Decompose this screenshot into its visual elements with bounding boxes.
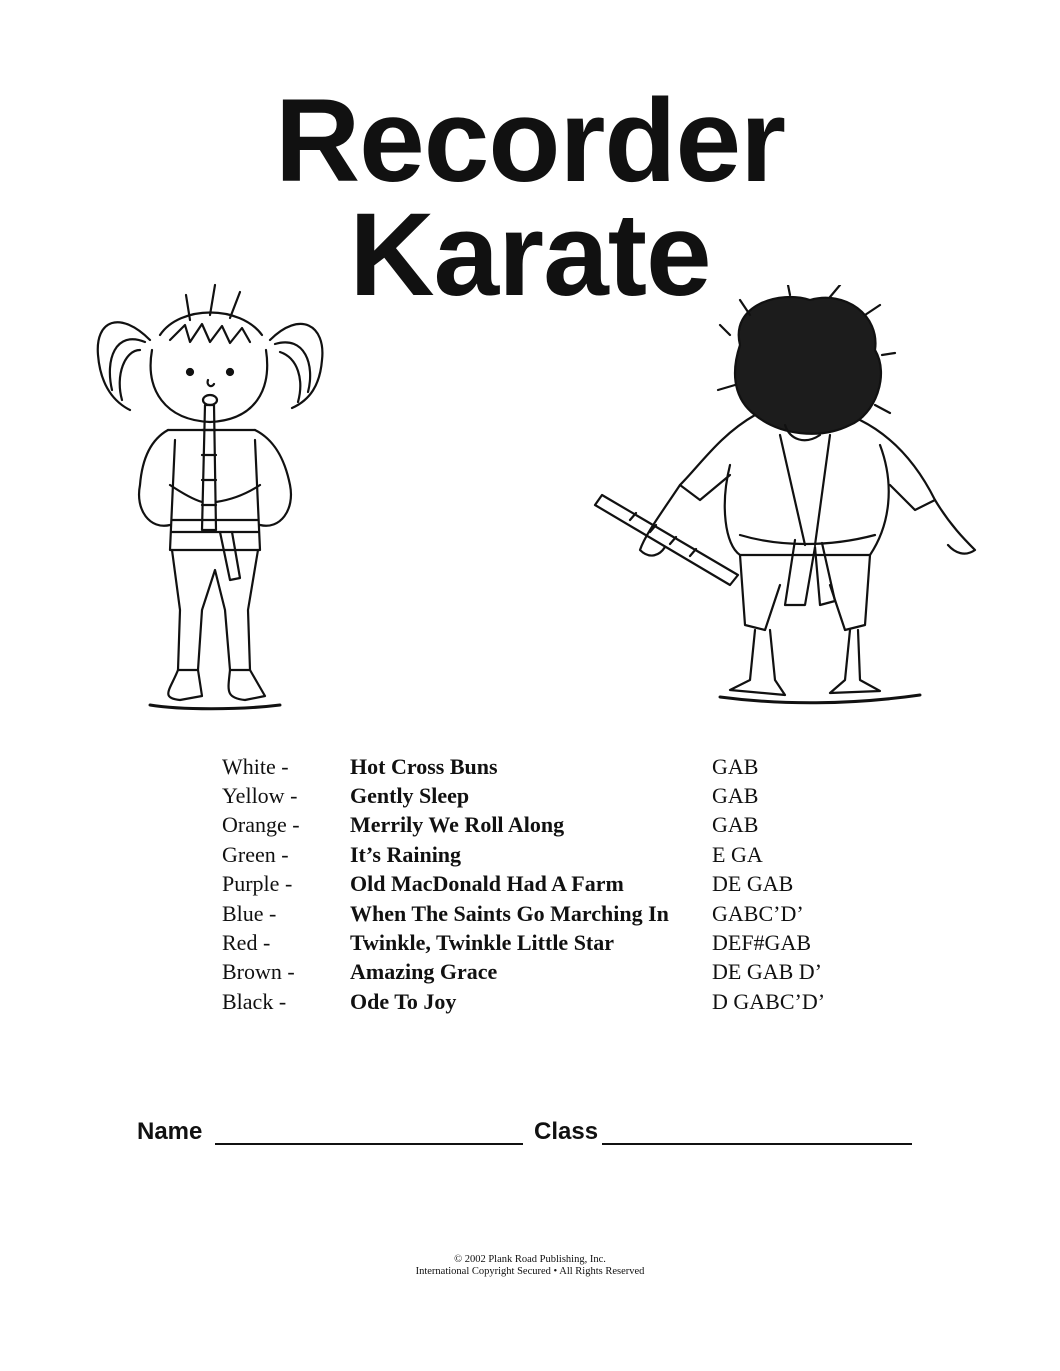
song-title: Ode To Joy: [350, 988, 457, 1014]
belt-song-table: [214, 752, 825, 1017]
table-row: [214, 958, 825, 987]
song-notes: DEF#GAB: [712, 930, 812, 956]
song-title: Merrily We Roll Along: [350, 812, 565, 838]
belt-color: Red -: [222, 930, 271, 956]
name-label: Name: [137, 1118, 203, 1145]
song-notes: DE GAB D’: [712, 959, 822, 985]
song-notes: GABC’D’: [712, 900, 804, 926]
table-row: [214, 928, 825, 957]
song-title: It’s Raining: [350, 841, 462, 867]
song-notes: GAB: [712, 753, 759, 779]
table-row: [214, 840, 825, 869]
table-row: [214, 811, 825, 840]
song-notes: D GABC’D’: [712, 988, 826, 1014]
belt-color: Orange -: [222, 812, 300, 838]
title-line-2: Karate: [349, 189, 711, 321]
copyright-line: © 2002 Plank Road Publishing, Inc.: [454, 1254, 606, 1265]
song-notes: E GA: [712, 841, 763, 867]
table-row: [214, 752, 825, 781]
song-title: Gently Sleep: [350, 783, 470, 809]
song-title: Twinkle, Twinkle Little Star: [350, 930, 615, 956]
name-blank-line[interactable]: [215, 1143, 523, 1145]
song-notes: GAB: [712, 783, 759, 809]
boy-holding-recorder-illustration: [590, 285, 990, 705]
class-blank-line[interactable]: [602, 1143, 912, 1145]
song-title: Old MacDonald Had A Farm: [350, 871, 624, 897]
belt-color: White -: [222, 753, 289, 779]
belt-color: Blue -: [222, 900, 277, 926]
belt-color: Green -: [222, 841, 289, 867]
belt-color: Black -: [222, 988, 287, 1014]
rights-line: International Copyright Secured • All Rights Reserved: [415, 1266, 645, 1277]
song-title: Hot Cross Buns: [350, 753, 498, 779]
song-title: Amazing Grace: [350, 959, 498, 985]
belt-color: Purple -: [222, 871, 293, 897]
song-title: When The Saints Go Marching In: [350, 900, 669, 926]
belt-color: Yellow -: [222, 783, 298, 809]
class-label: Class: [534, 1118, 599, 1145]
table-row: [214, 987, 825, 1016]
song-notes: DE GAB: [712, 871, 794, 897]
title-line-1: Recorder: [274, 75, 786, 207]
table-row: [214, 781, 825, 810]
song-notes: GAB: [712, 812, 759, 838]
table-row: [214, 899, 825, 928]
girl-with-recorder-illustration: [90, 280, 330, 720]
table-row: [214, 870, 825, 899]
belt-color: Brown -: [222, 959, 295, 985]
